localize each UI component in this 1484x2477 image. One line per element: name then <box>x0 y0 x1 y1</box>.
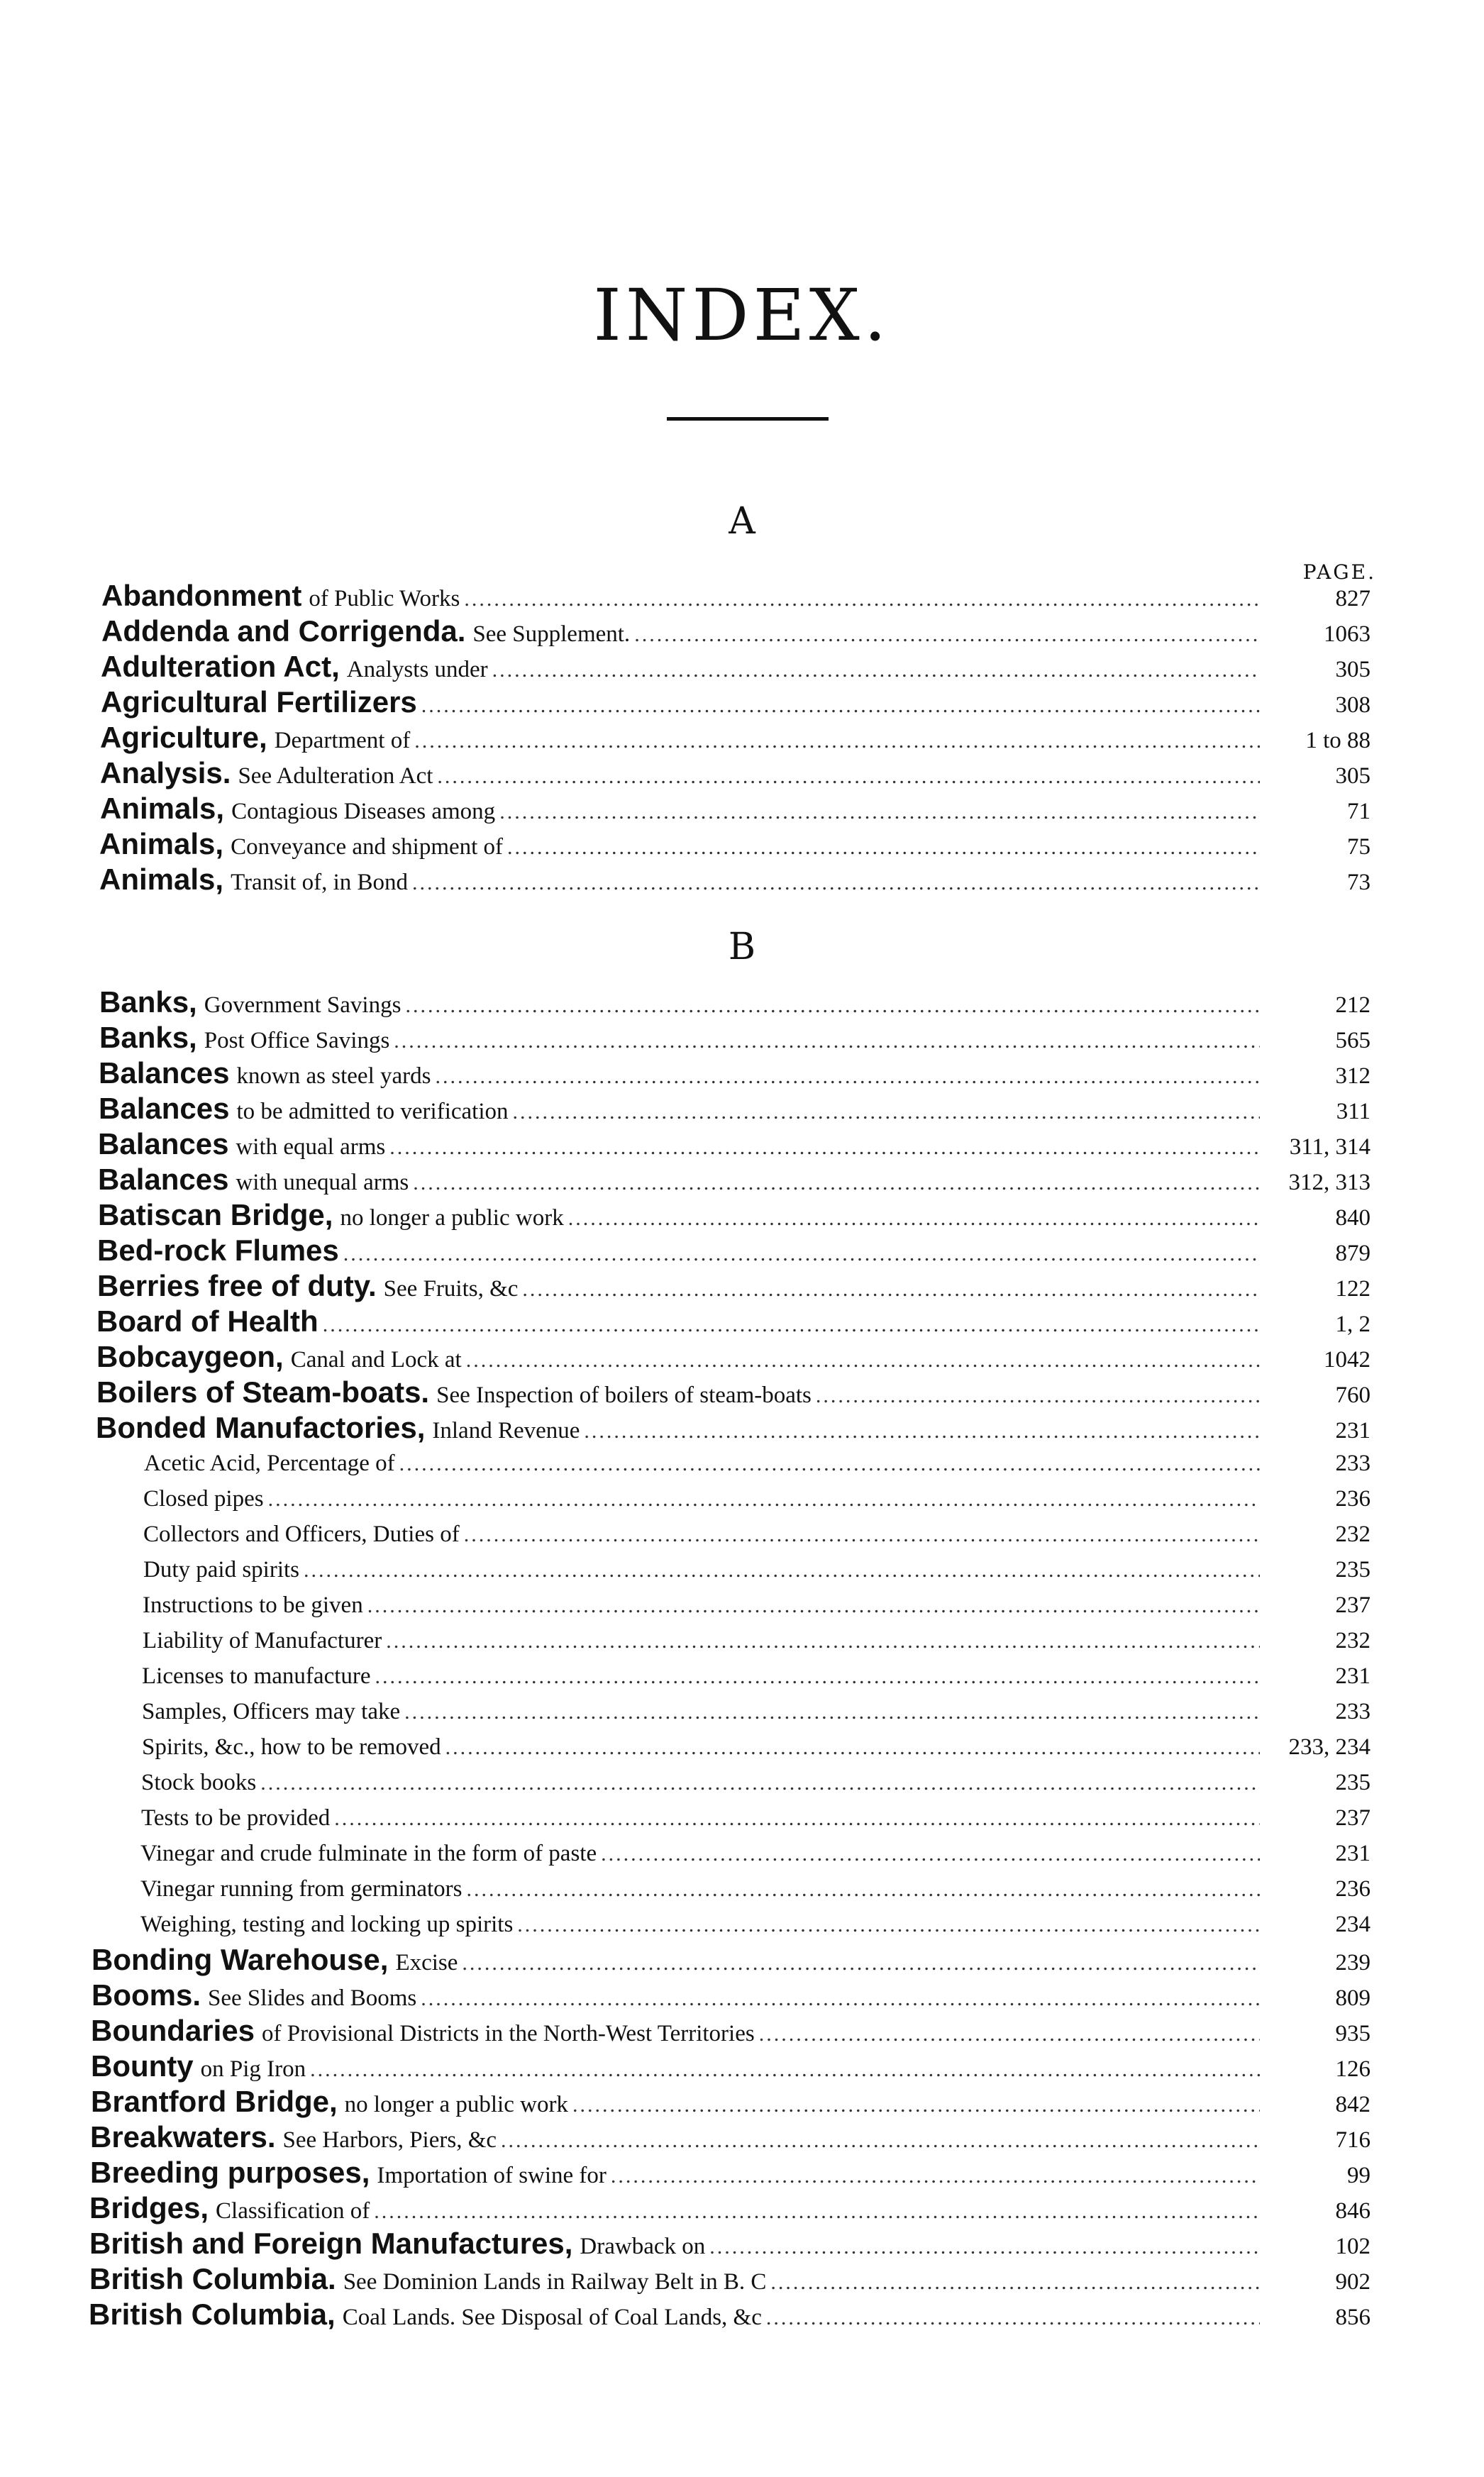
entry-description: Importation of swine for <box>377 2163 607 2188</box>
index-entry <box>0 1268 1484 1304</box>
title-rule <box>667 417 829 421</box>
index-subentry <box>0 1623 1484 1658</box>
entry-description: Liability of Manufacturer <box>143 1628 382 1653</box>
dot-leader <box>507 830 1260 862</box>
entry-page-number: 856 <box>1335 2305 1371 2330</box>
entry-description: Stock books <box>141 1770 257 1795</box>
entry-term: Bonding Warehouse, <box>92 1943 389 1976</box>
dot-leader <box>522 1272 1260 1304</box>
index-entry <box>0 755 1484 791</box>
dot-leader <box>367 1588 1260 1623</box>
entry-page-number: 840 <box>1335 1205 1371 1231</box>
entry-page-number: 231 <box>1335 1418 1371 1443</box>
index-entry <box>0 614 1484 649</box>
entry-term: Brantford Bridge, <box>91 2085 338 2118</box>
index-subentry <box>0 1871 1484 1907</box>
entry-description: Transit of, in Bond <box>231 870 409 895</box>
entry-page-number: 75 <box>1347 834 1371 860</box>
dot-leader <box>310 2052 1260 2084</box>
entry-page-number: 235 <box>1335 1557 1371 1583</box>
dot-leader <box>601 1836 1260 1871</box>
entry-description: of Provisional Districts in the North-West Territories <box>262 2021 755 2046</box>
index-subentry <box>0 1800 1484 1836</box>
index-subentry <box>0 1765 1484 1800</box>
entry-term: British and Foreign Manufactures, <box>89 2227 573 2260</box>
entry-term: Board of Health <box>96 1304 319 1338</box>
dot-leader <box>499 794 1260 826</box>
entry-description: Collectors and Officers, Duties of <box>143 1522 460 1547</box>
dot-leader <box>304 1553 1260 1587</box>
dot-leader <box>584 1414 1260 1446</box>
entry-description: Canal and Lock at <box>290 1347 462 1373</box>
entry-description: of Public Works <box>309 586 460 611</box>
index-entry <box>0 826 1484 862</box>
entry-description: Spirits, &c., how to be removed <box>142 1734 441 1760</box>
dot-leader <box>445 1730 1260 1765</box>
dot-leader <box>572 2088 1260 2119</box>
index-entry <box>0 2119 1484 2155</box>
entry-description: See Adulteration Act <box>238 763 433 789</box>
index-entry <box>0 1162 1484 1197</box>
entry-page-number: 312 <box>1335 1063 1371 1089</box>
entry-page-number: 846 <box>1335 2198 1371 2224</box>
section-letter-a: A <box>729 500 755 543</box>
index-entry <box>0 1055 1484 1091</box>
entry-page-number: 122 <box>1335 1276 1371 1302</box>
entry-page-number: 809 <box>1335 1985 1371 2011</box>
dot-leader <box>421 688 1260 720</box>
entry-term: Banks, <box>99 985 197 1019</box>
index-entry <box>0 1126 1484 1162</box>
entry-description: on Pig Iron <box>200 2056 306 2082</box>
entry-description: Department of <box>274 728 411 753</box>
entry-description: Government Savings <box>204 992 402 1018</box>
entry-description: See Inspection of boilers of steam-boats <box>436 1382 812 1408</box>
entry-term: Balances <box>99 1092 230 1125</box>
dot-leader <box>399 1446 1260 1481</box>
entry-description: Instructions to be given <box>143 1592 363 1618</box>
entry-description: no longer a public work <box>340 1205 564 1231</box>
dot-leader <box>462 1946 1260 1978</box>
index-entry <box>0 2297 1484 2332</box>
entry-term: Bonded Manufactories, <box>96 1411 426 1444</box>
entry-term: Boilers of Steam-boats. <box>96 1375 430 1409</box>
entry-term: Agricultural Fertilizers <box>101 685 417 719</box>
entry-page-number: 232 <box>1335 1522 1371 1547</box>
dot-leader <box>568 1201 1260 1233</box>
index-entry <box>0 1233 1484 1268</box>
dot-leader <box>437 759 1260 791</box>
index-entry <box>0 1304 1484 1339</box>
dot-leader <box>759 2017 1260 2049</box>
entry-term: Animals, <box>100 792 225 825</box>
dot-leader <box>634 617 1260 649</box>
entry-description: Licenses to manufacture <box>142 1663 371 1689</box>
entry-page-number: 305 <box>1335 657 1371 682</box>
entry-description: See Fruits, &c <box>383 1276 519 1302</box>
index-entry <box>0 1375 1484 1410</box>
entry-description: Classification of <box>216 2198 370 2224</box>
entry-page-number: 902 <box>1335 2269 1371 2295</box>
entry-page-number: 311, 314 <box>1289 1134 1371 1160</box>
entry-page-number: 102 <box>1335 2234 1371 2259</box>
entry-page-number: 126 <box>1335 2056 1371 2082</box>
dot-leader <box>412 865 1260 897</box>
index-entry <box>0 649 1484 685</box>
entry-page-number: 236 <box>1335 1876 1371 1902</box>
index-subentry <box>0 1729 1484 1765</box>
dot-leader <box>375 1659 1260 1694</box>
entry-page-number: 305 <box>1335 763 1371 789</box>
entry-description: Analysts under <box>346 657 488 682</box>
entry-description: Vinegar and crude fulminate in the form of paste <box>140 1841 597 1866</box>
entry-term: Breakwaters. <box>90 2120 276 2154</box>
index-entry <box>0 2084 1484 2119</box>
index-entry <box>0 2190 1484 2226</box>
dot-leader <box>464 1517 1260 1552</box>
entry-term: Berries free of duty. <box>97 1269 377 1302</box>
index-entry <box>0 1020 1484 1055</box>
dot-leader <box>334 1801 1260 1836</box>
entry-page-number: 232 <box>1335 1628 1371 1653</box>
index-entry <box>0 985 1484 1020</box>
index-entry <box>0 1197 1484 1233</box>
entry-term: Abandonment <box>101 579 302 612</box>
dot-leader <box>268 1482 1260 1517</box>
entry-description: Samples, Officers may take <box>142 1699 401 1724</box>
entry-description: Conveyance and shipment of <box>231 834 504 860</box>
entry-description: See Slides and Booms <box>208 1985 417 2011</box>
entry-term: Bounty <box>91 2049 194 2083</box>
dot-leader <box>404 1695 1260 1729</box>
dot-leader <box>394 1024 1260 1055</box>
dot-leader <box>770 2265 1260 2297</box>
dot-leader <box>260 1766 1260 1800</box>
entry-page-number: 71 <box>1347 799 1371 824</box>
entry-term: Balances <box>98 1163 229 1196</box>
index-entry <box>0 1942 1484 1978</box>
dot-leader <box>343 1236 1260 1268</box>
entry-description: Post Office Savings <box>204 1028 390 1053</box>
dot-leader <box>466 1872 1260 1907</box>
entry-term: Breeding purposes, <box>90 2156 370 2189</box>
index-entry <box>0 1339 1484 1375</box>
entry-term: Boundaries <box>91 2014 255 2047</box>
section-b-entries <box>0 985 1484 2332</box>
entry-page-number: 1, 2 <box>1335 1312 1371 1337</box>
entry-page-number: 312, 313 <box>1288 1170 1371 1195</box>
dot-leader <box>466 1343 1260 1375</box>
section-letter-b: B <box>728 926 756 968</box>
index-entry <box>0 2155 1484 2190</box>
section-a-entries <box>0 578 1484 897</box>
entry-description: known as steel yards <box>236 1063 431 1089</box>
entry-description: with unequal arms <box>236 1170 409 1195</box>
entry-description: to be admitted to verification <box>236 1099 509 1124</box>
dot-leader <box>374 2194 1260 2226</box>
dot-leader <box>464 582 1260 614</box>
entry-page-number: 716 <box>1335 2127 1371 2153</box>
entry-page-number: 827 <box>1335 586 1371 611</box>
entry-page-number: 233 <box>1335 1699 1371 1724</box>
entry-page-number: 842 <box>1335 2092 1371 2117</box>
dot-leader <box>816 1378 1260 1410</box>
index-subentry <box>0 1446 1484 1481</box>
index-entry <box>0 720 1484 755</box>
entry-description: Acetic Acid, Percentage of <box>144 1451 395 1476</box>
entry-term: Banks, <box>99 1021 197 1054</box>
entry-page-number: 1 to 88 <box>1305 728 1371 753</box>
entry-page-number: 212 <box>1335 992 1371 1018</box>
entry-term: Balances <box>98 1127 229 1160</box>
index-subentry <box>0 1907 1484 1942</box>
entry-term: Bobcaygeon, <box>96 1340 284 1373</box>
dot-leader <box>611 2159 1260 2190</box>
dot-leader <box>414 724 1260 755</box>
entry-page-number: 233, 234 <box>1288 1734 1371 1760</box>
entry-description: See Dominion Lands in Railway Belt in B. C <box>343 2269 767 2295</box>
dot-leader <box>323 1307 1260 1339</box>
index-entry <box>0 578 1484 614</box>
entry-description: Excise <box>395 1950 458 1975</box>
entry-description: Drawback on <box>580 2234 706 2259</box>
index-entry <box>0 1978 1484 2013</box>
entry-term: Agriculture, <box>100 721 267 754</box>
entry-description: Tests to be provided <box>141 1805 331 1831</box>
page-column-header: PAGE. <box>1302 560 1376 584</box>
entry-term: Analysis. <box>100 756 231 789</box>
entry-description: See Supplement. <box>472 621 631 647</box>
entry-description: Duty paid spirits <box>143 1557 299 1583</box>
dot-leader <box>766 2300 1260 2332</box>
entry-page-number: 231 <box>1335 1841 1371 1866</box>
entry-page-number: 879 <box>1335 1241 1371 1266</box>
entry-page-number: 1042 <box>1324 1347 1371 1373</box>
index-entry <box>0 862 1484 897</box>
entry-page-number: 231 <box>1335 1663 1371 1689</box>
entry-page-number: 935 <box>1335 2021 1371 2046</box>
entry-description: Inland Revenue <box>432 1418 580 1443</box>
entry-page-number: 565 <box>1335 1028 1371 1053</box>
entry-description: Vinegar running from germinators <box>140 1876 463 1902</box>
entry-description: Closed pipes <box>143 1486 264 1512</box>
entry-term: Animals, <box>99 827 224 860</box>
index-subentry <box>0 1836 1484 1871</box>
entry-page-number: 73 <box>1347 870 1371 895</box>
entry-term: Balances <box>99 1056 230 1090</box>
dot-leader <box>421 1981 1260 2013</box>
dot-leader <box>492 653 1260 685</box>
entry-term: Bridges, <box>89 2191 209 2224</box>
index-entry <box>0 2226 1484 2261</box>
dot-leader <box>386 1624 1260 1658</box>
entry-description: Weighing, testing and locking up spirits <box>140 1912 514 1937</box>
index-entry <box>0 1410 1484 1446</box>
entry-term: Bed-rock Flumes <box>97 1234 339 1267</box>
dot-leader <box>501 2123 1260 2155</box>
index-entry <box>0 2261 1484 2297</box>
dot-leader <box>709 2229 1260 2261</box>
entry-term: Addenda and Corrigenda. <box>101 614 466 648</box>
dot-leader <box>413 1165 1260 1197</box>
dot-leader <box>517 1907 1260 1942</box>
dot-leader <box>435 1059 1260 1091</box>
index-entry <box>0 791 1484 826</box>
dot-leader <box>513 1095 1261 1126</box>
entry-page-number: 311 <box>1336 1099 1371 1124</box>
entry-page-number: 237 <box>1335 1805 1371 1831</box>
entry-description: See Harbors, Piers, &c <box>282 2127 497 2153</box>
entry-description: Contagious Diseases among <box>231 799 496 824</box>
entry-term: Adulteration Act, <box>101 650 340 683</box>
dot-leader <box>405 988 1260 1020</box>
entry-page-number: 236 <box>1335 1486 1371 1512</box>
index-subentry <box>0 1481 1484 1517</box>
entry-page-number: 235 <box>1335 1770 1371 1795</box>
index-subentry <box>0 1658 1484 1694</box>
entry-page-number: 234 <box>1335 1912 1371 1937</box>
index-entry <box>0 1091 1484 1126</box>
entry-page-number: 99 <box>1347 2163 1371 2188</box>
entry-description: Coal Lands. See Disposal of Coal Lands, &c <box>342 2305 762 2330</box>
entry-description: with equal arms <box>236 1134 386 1160</box>
entry-term: Batiscan Bridge, <box>98 1198 333 1231</box>
dot-leader <box>389 1130 1260 1162</box>
entry-term: British Columbia, <box>89 2298 336 2331</box>
entry-page-number: 239 <box>1335 1950 1371 1975</box>
page-title: INDEX. <box>593 274 891 357</box>
entry-term: British Columbia. <box>89 2262 336 2295</box>
index-entry <box>0 2013 1484 2049</box>
entry-description: no longer a public work <box>344 2092 568 2117</box>
entry-page-number: 1063 <box>1324 621 1371 647</box>
entry-page-number: 237 <box>1335 1592 1371 1618</box>
entry-term: Booms. <box>92 1978 201 2012</box>
index-subentry <box>0 1694 1484 1729</box>
index-subentry <box>0 1552 1484 1587</box>
entry-page-number: 760 <box>1335 1382 1371 1408</box>
entry-page-number: 308 <box>1335 692 1371 718</box>
index-entry <box>0 685 1484 720</box>
index-entry <box>0 2049 1484 2084</box>
entry-page-number: 233 <box>1335 1451 1371 1476</box>
index-subentry <box>0 1587 1484 1623</box>
index-subentry <box>0 1517 1484 1552</box>
entry-term: Animals, <box>99 863 224 896</box>
